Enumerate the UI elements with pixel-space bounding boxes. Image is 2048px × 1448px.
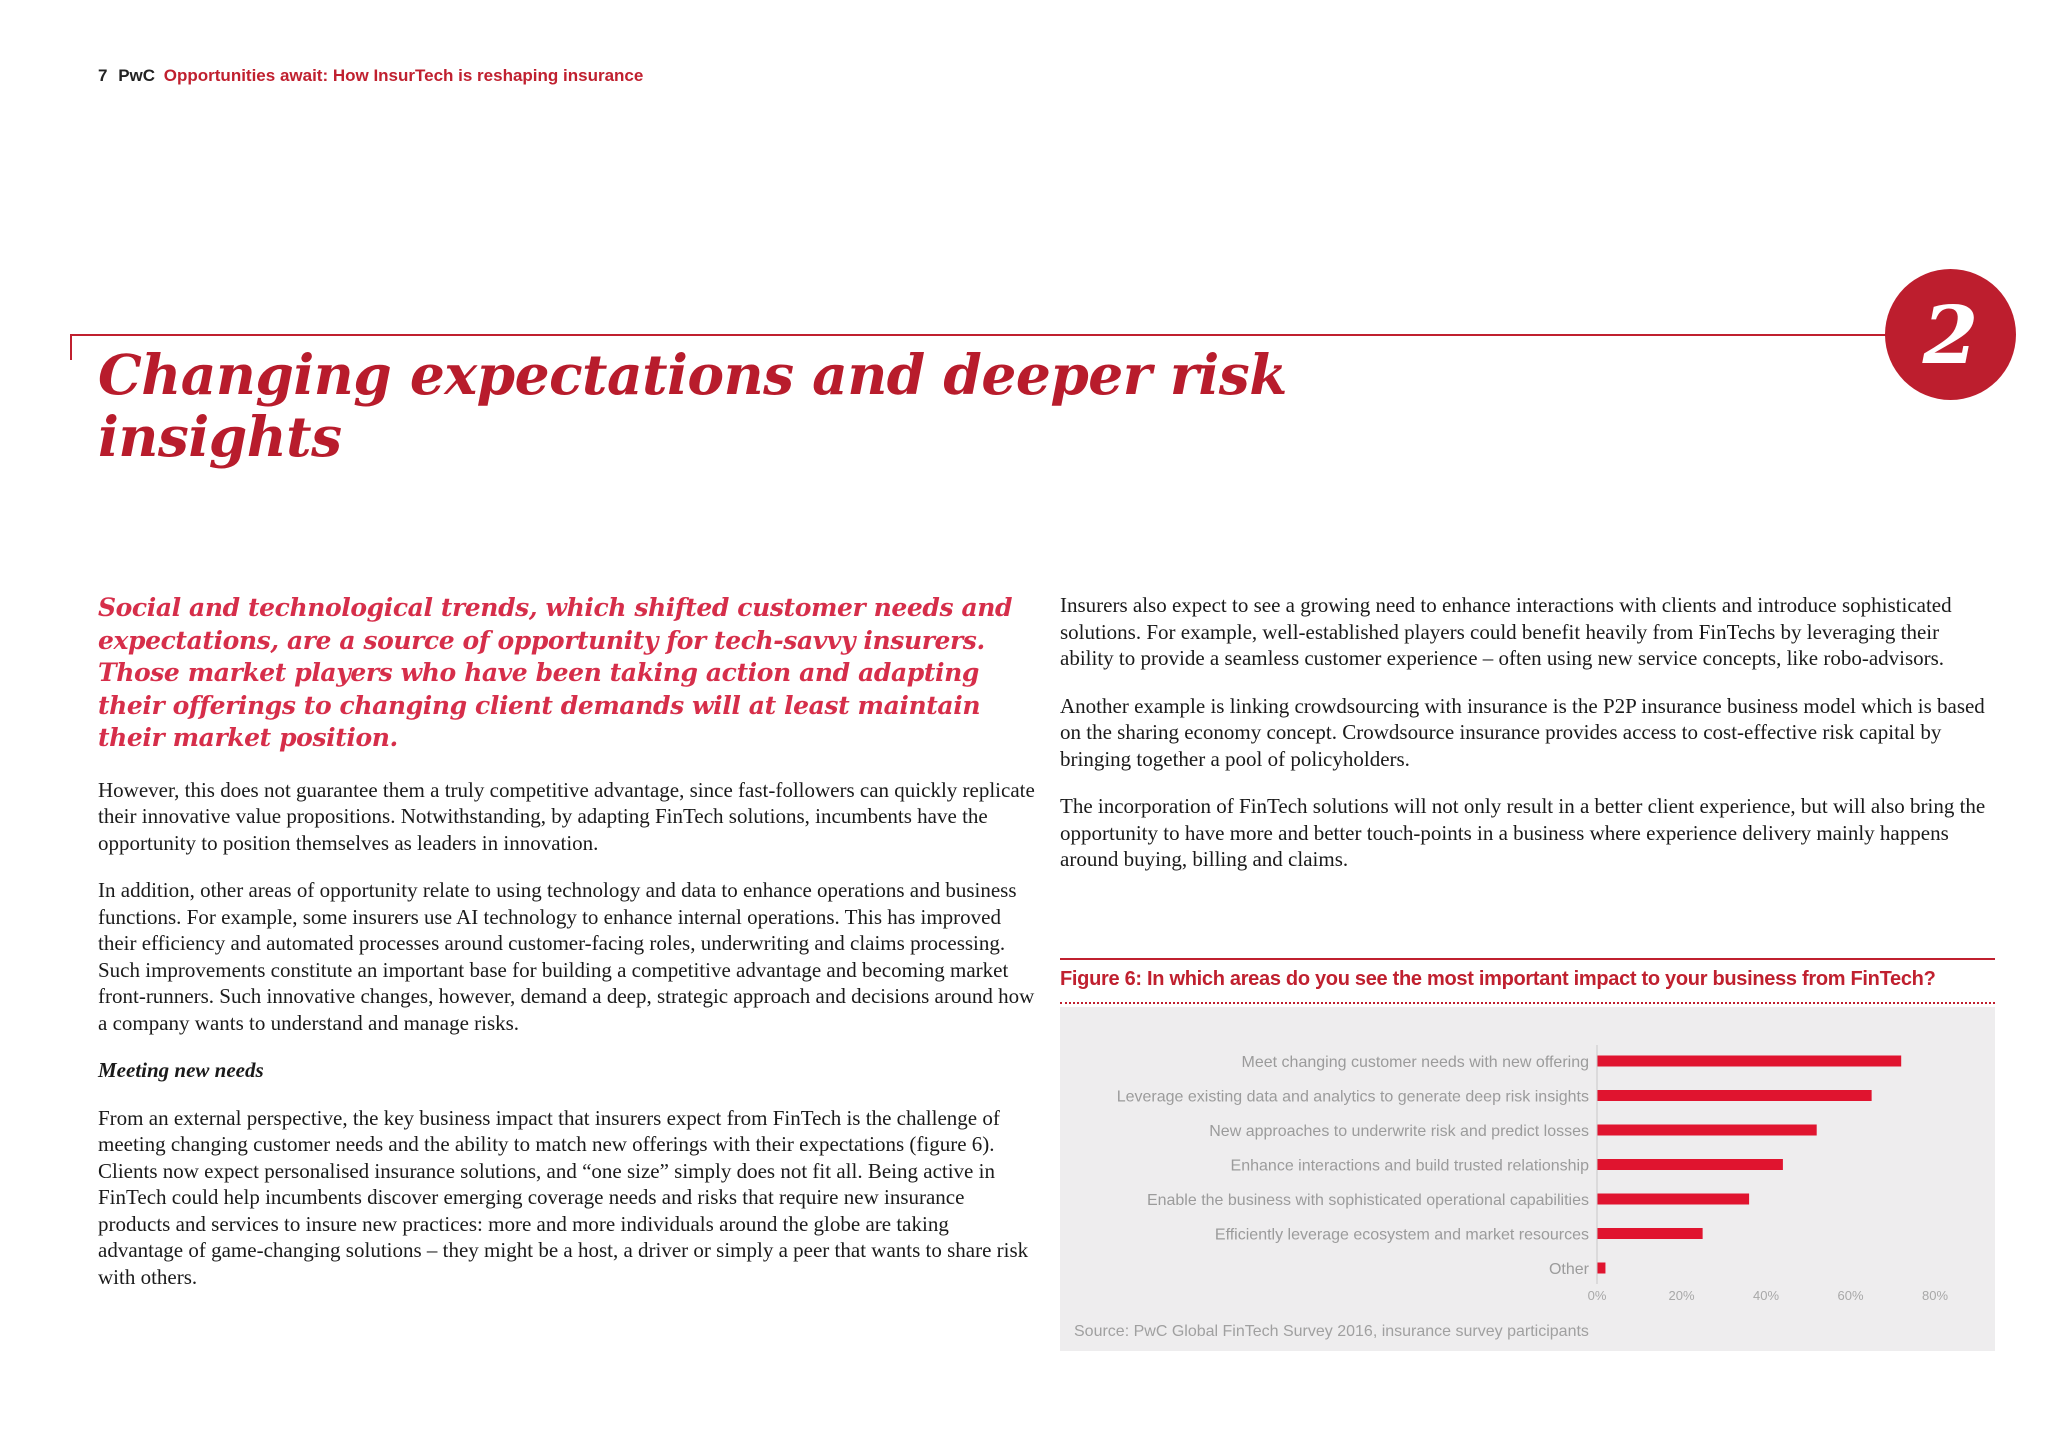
figure-top-rule — [1060, 958, 1995, 960]
body-paragraph: Insurers also expect to see a growing need to enhance interactions with clients and introduce sophisticated solutions. For example, well-established players could benefit heavily from FinTechs by leveraging their ability to provide a seamless customer experience – often using new service concepts, like robo-advisors. — [1060, 593, 1952, 670]
x-tick-label: 60% — [1837, 1288, 1864, 1303]
x-tick-label: 20% — [1668, 1288, 1695, 1303]
chapter-number-badge — [1885, 269, 2016, 400]
figure-title: Figure 6: In which areas do you see the most important impact to your business from FinTech? — [1060, 968, 1936, 990]
x-tick-label: 0% — [1587, 1288, 1607, 1303]
subheading: Meeting new needs — [98, 1058, 264, 1082]
body-paragraph: From an external perspective, the key business impact that insurers expect from FinTech is the challenge of meeting changing customer needs and the ability to match new offerings with their expectations (figure 6). Clients now expect personalised insurance solutions, and “one size” simply does not fit all. Being active in FinTech could help incumbents discover emerging coverage needs and risks that require new insurance products and services to insure new practices: more and more individuals around the globe are taking advantage of game-changing solutions – they might be a host, a driver or simply a peer that wants to share risk with others. — [98, 1105, 1029, 1289]
x-tick-label: 80% — [1921, 1288, 1949, 1303]
bar — [1597, 1228, 1703, 1239]
bar-chart — [1060, 1007, 1995, 1351]
left-column — [98, 592, 1038, 1311]
body-paragraph: The incorporation of FinTech solutions will not only result in a better client experience, but will also bring the opportunity to have more and better touch-points in a business where experience delivery mainly happens around buying, billing and claims. — [1060, 794, 1986, 871]
right-column — [1060, 592, 1995, 894]
bar-label: New approaches to underwrite risk and predict losses — [1209, 1123, 1589, 1140]
title-rule-top — [70, 334, 1890, 336]
bar-label: Leverage existing data and analytics to generate deep risk insights — [1116, 1088, 1589, 1106]
publication-title: Opportunities await: How InsurTech is reshaping insurance — [163, 66, 644, 85]
bar-label: Efficiently leverage ecosystem and market resources — [1214, 1226, 1589, 1244]
body-paragraph: Another example is linking crowdsourcing with insurance is the P2P insurance business model which is based on the sharing economy concept. Crowdsource insurance provides access to cost-effective risk capital by bringing together a pool of policyholders. — [1060, 693, 1985, 771]
running-header — [98, 66, 643, 86]
figure-source: Source: PwC Global FinTech Survey 2016, insurance survey participants — [1074, 1323, 1589, 1340]
figure-dotted-rule — [1060, 1002, 1995, 1004]
page-number: 7 — [98, 66, 108, 85]
bar — [1597, 1090, 1872, 1101]
title-rule-left — [70, 334, 72, 360]
lead-paragraph: Social and technological trends, which shifted customer needs and expectations, are a source of opportunity for tech-savvy insurers. Those market players who have been taking action and adapting their offerings to changing client demands will at least maintain their market position. — [98, 593, 1013, 752]
bar — [1597, 1263, 1605, 1274]
bar — [1597, 1159, 1783, 1170]
x-tick-label: 40% — [1752, 1288, 1780, 1303]
chapter-number: 2 — [1922, 287, 1979, 382]
figure-chart-panel — [1060, 1007, 1995, 1351]
bar — [1597, 1125, 1817, 1136]
bar-label: Other — [1548, 1261, 1589, 1278]
bar-label: Enhance interactions and build trusted relationship — [1230, 1157, 1589, 1175]
body-paragraph: In addition, other areas of opportunity relate to using technology and data to enhance operations and business functions. For example, some insurers use AI technology to enhance internal operations. This has improved their efficiency and automated processes around customer-facing roles, underwriting and claims processing. Such improvements constitute an important base for building a competitive advantage and becoming market front-runners. Such innovative changes, however, demand a deep, strategic approach and decisions around how a company wants to understand and manage risks. — [98, 878, 1035, 1035]
bar-label: Enable the business with sophisticated operational capabilities — [1146, 1192, 1589, 1209]
brand-name: PwC — [118, 66, 156, 85]
body-paragraph: However, this does not guarantee them a truly competitive advantage, since fast-followers can quickly replicate their innovative value propositions. Notwithstanding, by adapting FinTech solutions, incumbents have the opportunity to position themselves as leaders in innovation. — [98, 777, 1035, 855]
section-title: Changing expectations and deeper risk insights — [98, 342, 1287, 469]
bar-label: Meet changing customer needs with new offering — [1241, 1054, 1589, 1071]
bar — [1597, 1194, 1749, 1205]
bar — [1597, 1056, 1901, 1067]
